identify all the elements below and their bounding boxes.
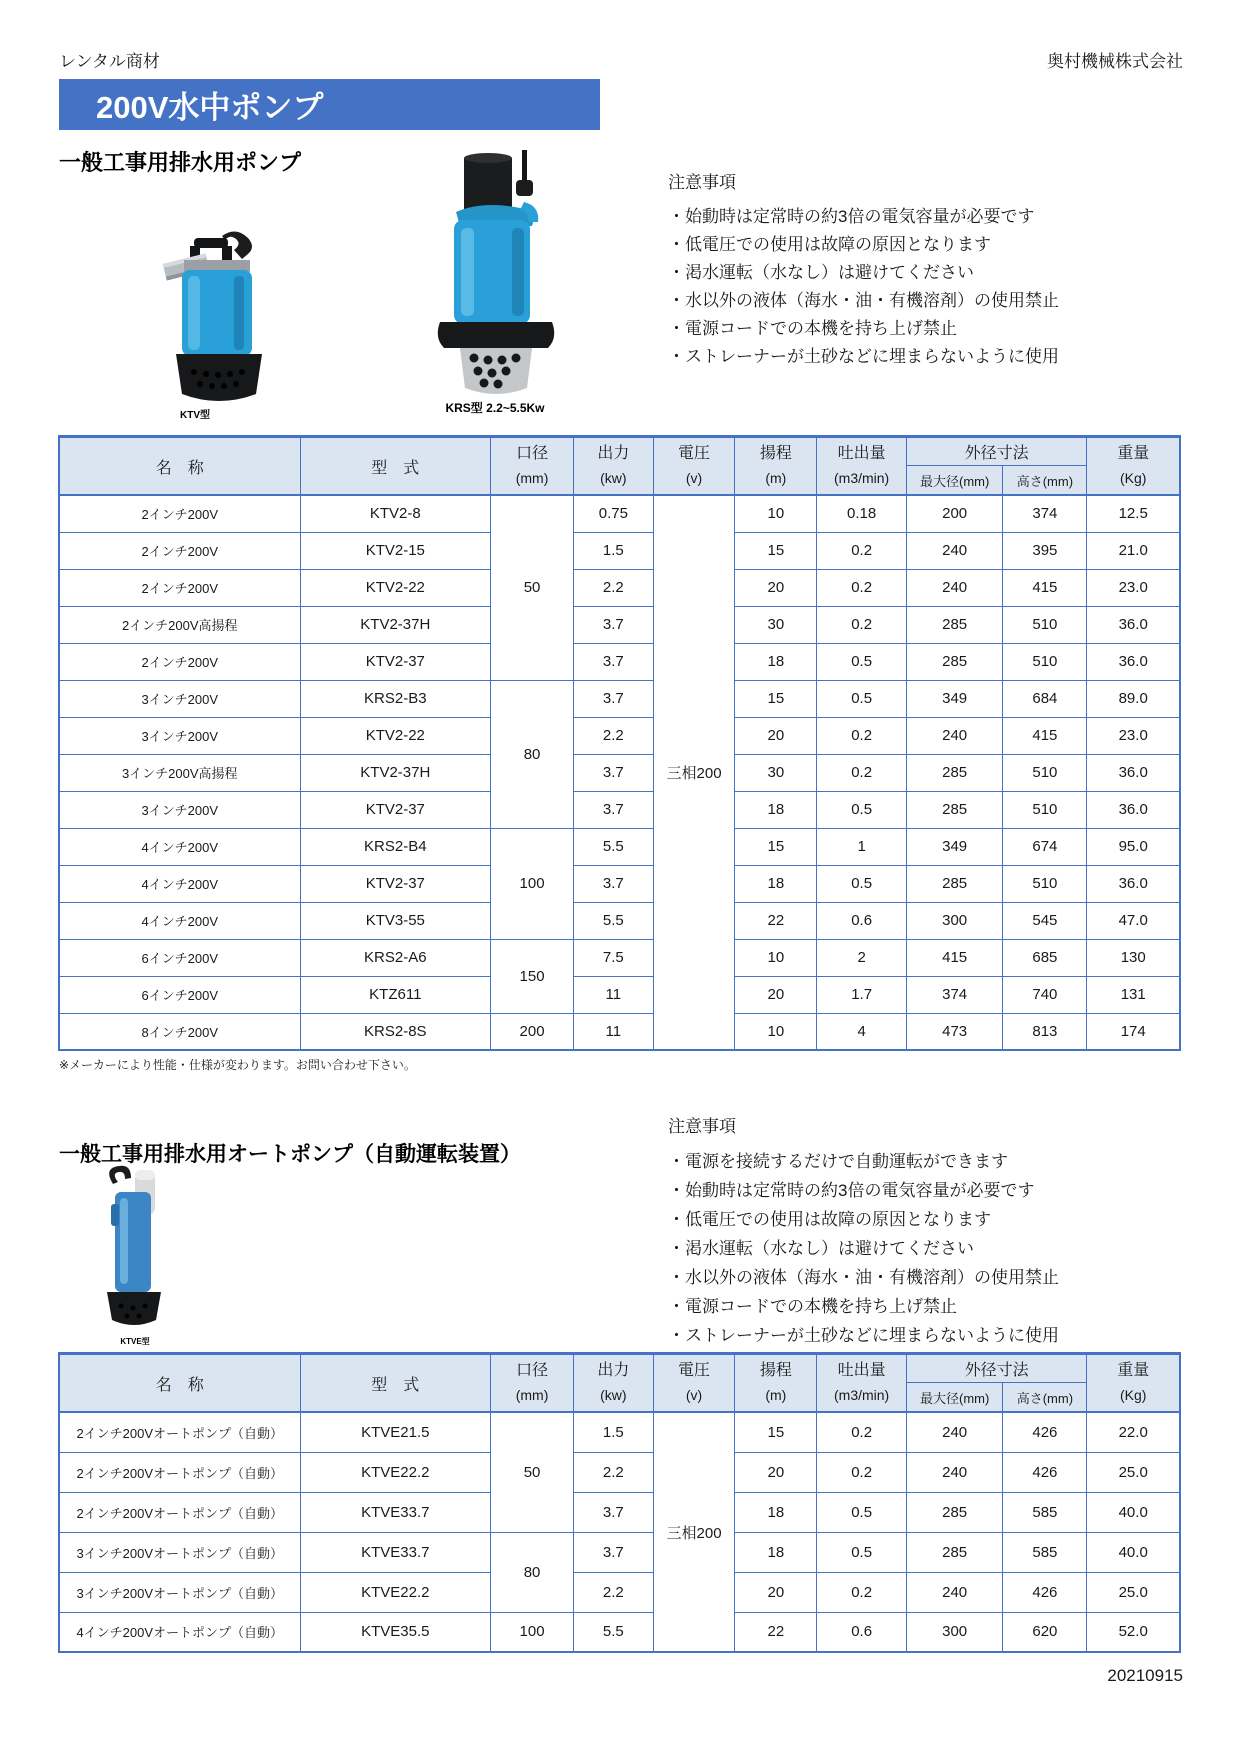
table-cell: 10 (735, 1013, 817, 1050)
table-row (59, 532, 1180, 569)
table-cell: 300 (906, 902, 1002, 939)
table-cell: 36.0 (1087, 606, 1180, 643)
table-cell: 0.5 (817, 643, 907, 680)
table-cell: 52.0 (1087, 1612, 1180, 1652)
note-item: ・水以外の液体（海水・油・有機溶剤）の使用禁止 (668, 291, 1059, 310)
table-cell: 1.7 (817, 976, 907, 1013)
table-cell: 0.75 (574, 495, 654, 532)
note-item: ・始動時は定常時の約3倍の電気容量が必要です (668, 207, 1035, 226)
table-cell: 240 (906, 717, 1002, 754)
table-cell: 685 (1003, 939, 1087, 976)
note-item: ・電源を接続するだけで自動運転ができます (668, 1152, 1008, 1171)
column-header: 電圧 (v) (653, 437, 735, 496)
table-cell: 300 (906, 1612, 1002, 1652)
table-cell: 2 (817, 939, 907, 976)
pump-image-ktve (95, 1164, 175, 1339)
table-cell: 3インチ200V (59, 680, 300, 717)
table-cell: 240 (906, 569, 1002, 606)
table-row (59, 828, 1180, 865)
table-cell: 11 (574, 976, 654, 1013)
table-cell: KTV2-37 (300, 865, 491, 902)
column-header: 型 式 (300, 437, 491, 496)
table-cell: 4インチ200Vオートポンプ（自動） (59, 1612, 300, 1652)
table-cell: 285 (906, 606, 1002, 643)
table-cell: 0.2 (817, 717, 907, 754)
table-cell: KTV2-37H (300, 606, 491, 643)
column-header: 出力 (kw) (574, 437, 654, 496)
column-subheader: 高さ(mm) (1003, 1383, 1087, 1412)
table-cell: 240 (906, 532, 1002, 569)
note-item: ・渇水運転（水なし）は避けてください (668, 263, 974, 282)
table-cell: 50 (491, 1412, 574, 1532)
table-row (59, 939, 1180, 976)
spec-table-auto-pumps (58, 1352, 1181, 1653)
table-cell: 20 (735, 976, 817, 1013)
column-header: 名 称 (59, 1354, 300, 1413)
table-cell: 18 (735, 1492, 817, 1532)
notes2-list (668, 1147, 1188, 1350)
table-cell: 510 (1003, 643, 1087, 680)
table-cell: 12.5 (1087, 495, 1180, 532)
table-cell: 620 (1003, 1612, 1087, 1652)
note-item: ・ストレーナーが土砂などに埋まらないように使用 (668, 1326, 1059, 1345)
table-row (59, 1492, 1180, 1532)
table-cell: 374 (1003, 495, 1087, 532)
table-row (59, 1612, 1180, 1652)
table-cell: 25.0 (1087, 1452, 1180, 1492)
table-cell: 80 (491, 680, 574, 828)
pump-caption-ktve: KTVE型 (120, 1337, 150, 1346)
column-header: 揚程 (m) (735, 1354, 817, 1413)
table-cell: 0.2 (817, 1452, 907, 1492)
table-cell: 36.0 (1087, 791, 1180, 828)
section1-heading: 一般工事用排水用ポンプ (59, 150, 302, 175)
table-cell: KTVE22.2 (300, 1572, 491, 1612)
table-cell: 2インチ200Vオートポンプ（自動） (59, 1452, 300, 1492)
header-left-label: レンタル商材 (59, 52, 160, 71)
table-cell: 20 (735, 1452, 817, 1492)
table-cell: 0.5 (817, 1532, 907, 1572)
table-cell: 0.5 (817, 680, 907, 717)
table-row (59, 1452, 1180, 1492)
notes1-list (668, 203, 1188, 371)
table-cell: 3インチ200V高揚程 (59, 754, 300, 791)
column-subheader: 最大径(mm) (906, 1383, 1002, 1412)
table-cell: 47.0 (1087, 902, 1180, 939)
table-cell: 240 (906, 1412, 1002, 1452)
note-item: ・電源コードでの本機を持ち上げ禁止 (668, 1297, 957, 1316)
table-cell: KTVE33.7 (300, 1492, 491, 1532)
table-cell: 426 (1003, 1572, 1087, 1612)
table-cell: 25.0 (1087, 1572, 1180, 1612)
table-cell: 3.7 (574, 791, 654, 828)
table-cell: 7.5 (574, 939, 654, 976)
table-cell: 18 (735, 865, 817, 902)
table-cell: 15 (735, 532, 817, 569)
section2-heading: 一般工事用排水用オートポンプ（自動運転装置） (59, 1143, 521, 1166)
column-header: 重量 (Kg) (1087, 437, 1180, 496)
table-cell: 20 (735, 1572, 817, 1612)
table-cell: 415 (1003, 717, 1087, 754)
table-cell: 10 (735, 495, 817, 532)
column-header: 外径寸法 (906, 1354, 1086, 1383)
table-row (59, 754, 1180, 791)
table-row (59, 680, 1180, 717)
table-cell: 3インチ200V (59, 717, 300, 754)
column-header: 名 称 (59, 437, 300, 496)
table-cell: 2インチ200V (59, 569, 300, 606)
table-cell: 374 (906, 976, 1002, 1013)
table-cell: 740 (1003, 976, 1087, 1013)
table-cell: 510 (1003, 791, 1087, 828)
table1-footnote: ※メーカーにより性能・仕様が変わります。お問い合わせ下さい。 (59, 1058, 416, 1072)
notes2-title: 注意事項 (668, 1117, 736, 1136)
table-cell: 6インチ200V (59, 976, 300, 1013)
table-cell: 36.0 (1087, 643, 1180, 680)
column-header: 外径寸法 (906, 437, 1086, 466)
table-row (59, 717, 1180, 754)
table-row (59, 1532, 1180, 1572)
table-cell: 674 (1003, 828, 1087, 865)
table-cell: KTVE22.2 (300, 1452, 491, 1492)
table-cell: KRS2-8S (300, 1013, 491, 1050)
table-row (59, 495, 1180, 532)
table-cell: 18 (735, 791, 817, 828)
table-cell: 2インチ200V (59, 643, 300, 680)
table-cell: 2インチ200Vオートポンプ（自動） (59, 1492, 300, 1532)
table-cell: 285 (906, 1492, 1002, 1532)
page-title-bar (59, 79, 600, 130)
notes-section2 (668, 1112, 1188, 1350)
table-row (59, 643, 1180, 680)
table-cell: 473 (906, 1013, 1002, 1050)
table-cell: 0.2 (817, 754, 907, 791)
table-cell: 22 (735, 902, 817, 939)
column-header: 重量 (Kg) (1087, 1354, 1180, 1413)
table-row (59, 1572, 1180, 1612)
table-cell: 0.6 (817, 1612, 907, 1652)
table-cell: 2.2 (574, 717, 654, 754)
table-cell: 2インチ200Vオートポンプ（自動） (59, 1412, 300, 1452)
table-cell: 585 (1003, 1492, 1087, 1532)
table-cell: 813 (1003, 1013, 1087, 1050)
table-cell: 174 (1087, 1013, 1180, 1050)
notes-section1 (668, 168, 1188, 371)
column-header: 吐出量 (m3/min) (817, 437, 907, 496)
table-cell: 2インチ200V高揚程 (59, 606, 300, 643)
table-cell: 545 (1003, 902, 1087, 939)
table-cell: 510 (1003, 754, 1087, 791)
column-header: 電圧 (v) (653, 1354, 735, 1413)
note-item: ・低電圧での使用は故障の原因となります (668, 235, 991, 254)
column-header: 揚程 (m) (735, 437, 817, 496)
table-cell: 395 (1003, 532, 1087, 569)
table-cell: 3.7 (574, 606, 654, 643)
table-cell: 22.0 (1087, 1412, 1180, 1452)
table-cell: 349 (906, 680, 1002, 717)
table-cell: 15 (735, 680, 817, 717)
table-cell: 18 (735, 1532, 817, 1572)
table-cell: 240 (906, 1452, 1002, 1492)
table-cell: 2.2 (574, 569, 654, 606)
note-item: ・ストレーナーが土砂などに埋まらないように使用 (668, 347, 1059, 366)
table-cell: 3.7 (574, 643, 654, 680)
table-cell: 2.2 (574, 1572, 654, 1612)
table-cell: 8インチ200V (59, 1013, 300, 1050)
table-cell: 3インチ200Vオートポンプ（自動） (59, 1572, 300, 1612)
table-cell: KRS2-A6 (300, 939, 491, 976)
table-cell: KTV2-37H (300, 754, 491, 791)
table-cell: 20 (735, 569, 817, 606)
table-cell: KTV2-22 (300, 717, 491, 754)
column-header: 吐出量 (m3/min) (817, 1354, 907, 1413)
notes1-title: 注意事項 (668, 173, 736, 192)
table-cell: 89.0 (1087, 680, 1180, 717)
table-cell: 30 (735, 606, 817, 643)
table-cell: 0.18 (817, 495, 907, 532)
table-cell: 36.0 (1087, 754, 1180, 791)
table-cell: 200 (491, 1013, 574, 1050)
table-cell: 285 (906, 643, 1002, 680)
table-cell: 2インチ200V (59, 532, 300, 569)
table-cell: 285 (906, 865, 1002, 902)
note-item: ・渇水運転（水なし）は避けてください (668, 1239, 974, 1258)
table-cell: 95.0 (1087, 828, 1180, 865)
spec-table-general-pumps (58, 435, 1181, 1051)
table-cell: 0.5 (817, 865, 907, 902)
table-cell: 510 (1003, 606, 1087, 643)
table-cell: KRS2-B4 (300, 828, 491, 865)
table-cell: KRS2-B3 (300, 680, 491, 717)
table-cell: 三相200 (653, 495, 735, 1050)
table-cell: 4インチ200V (59, 902, 300, 939)
table-cell: KTZ611 (300, 976, 491, 1013)
table-cell: 200 (906, 495, 1002, 532)
table-cell: 3インチ200Vオートポンプ（自動） (59, 1532, 300, 1572)
table-cell: 36.0 (1087, 865, 1180, 902)
table-cell: 5.5 (574, 1612, 654, 1652)
table-cell: 415 (1003, 569, 1087, 606)
table-cell: 21.0 (1087, 532, 1180, 569)
table-cell: KTV2-22 (300, 569, 491, 606)
table-row (59, 606, 1180, 643)
table-row (59, 902, 1180, 939)
note-item: ・水以外の液体（海水・油・有機溶剤）の使用禁止 (668, 1268, 1059, 1287)
table-cell: 4インチ200V (59, 865, 300, 902)
table-cell: 15 (735, 828, 817, 865)
table-cell: 6インチ200V (59, 939, 300, 976)
note-item: ・低電圧での使用は故障の原因となります (668, 1210, 991, 1229)
table-row (59, 791, 1180, 828)
table-cell: 20 (735, 717, 817, 754)
table-cell: 285 (906, 791, 1002, 828)
table-cell: 1.5 (574, 1412, 654, 1452)
table-cell: KTV3-55 (300, 902, 491, 939)
table-row (59, 1412, 1180, 1452)
table-cell: 0.6 (817, 902, 907, 939)
table-cell: 5.5 (574, 828, 654, 865)
table-cell: 50 (491, 495, 574, 680)
table-cell: 3.7 (574, 754, 654, 791)
table-cell: 30 (735, 754, 817, 791)
table-row (59, 976, 1180, 1013)
page-title: 200V水中ポンプ (96, 90, 324, 125)
table-cell: 426 (1003, 1452, 1087, 1492)
table-cell: KTVE33.7 (300, 1532, 491, 1572)
footer-date: 20210915 (1107, 1666, 1183, 1685)
table-cell: 349 (906, 828, 1002, 865)
pump-caption-krs: KRS型 2.2~5.5Kw (445, 401, 545, 415)
table-cell: 0.2 (817, 569, 907, 606)
column-header: 口径 (mm) (491, 1354, 574, 1413)
table-cell: 3.7 (574, 1492, 654, 1532)
table-row (59, 569, 1180, 606)
table-cell: 285 (906, 1532, 1002, 1572)
table-cell: 415 (906, 939, 1002, 976)
note-item: ・始動時は定常時の約3倍の電気容量が必要です (668, 1181, 1035, 1200)
note-item: ・電源コードでの本機を持ち上げ禁止 (668, 319, 957, 338)
table-cell: 18 (735, 643, 817, 680)
table-cell: 0.2 (817, 1412, 907, 1452)
table-cell: 150 (491, 939, 574, 1013)
table-cell: 0.2 (817, 1572, 907, 1612)
table-cell: 2インチ200V (59, 495, 300, 532)
table-cell: 15 (735, 1412, 817, 1452)
column-header: 型 式 (300, 1354, 491, 1413)
table-cell: 100 (491, 828, 574, 939)
table-cell: 1 (817, 828, 907, 865)
table-cell: 3.7 (574, 680, 654, 717)
table-row (59, 1013, 1180, 1050)
table-cell: 510 (1003, 865, 1087, 902)
table-cell: 10 (735, 939, 817, 976)
table-cell: KTV2-15 (300, 532, 491, 569)
table-cell: 0.5 (817, 1492, 907, 1532)
table-cell: 2.2 (574, 1452, 654, 1492)
table-cell: 0.2 (817, 532, 907, 569)
table-cell: 5.5 (574, 902, 654, 939)
table-cell: 4インチ200V (59, 828, 300, 865)
table-cell: KTVE35.5 (300, 1612, 491, 1652)
column-subheader: 最大径(mm) (906, 466, 1002, 495)
table-cell: 40.0 (1087, 1492, 1180, 1532)
table-cell: 11 (574, 1013, 654, 1050)
table-cell: 0.5 (817, 791, 907, 828)
company-name-label: 奥村機械株式会社 (1047, 52, 1183, 71)
pump-image-ktv (160, 222, 278, 409)
table-cell: 100 (491, 1612, 574, 1652)
table-cell: 285 (906, 754, 1002, 791)
pump-image-krs (426, 150, 566, 401)
table-cell: 40.0 (1087, 1532, 1180, 1572)
table-cell: 0.2 (817, 606, 907, 643)
table-cell: 426 (1003, 1412, 1087, 1452)
table-cell: KTV2-37 (300, 643, 491, 680)
column-subheader: 高さ(mm) (1003, 466, 1087, 495)
table-cell: 三相200 (653, 1412, 735, 1652)
table-cell: 22 (735, 1612, 817, 1652)
table-cell: 131 (1087, 976, 1180, 1013)
column-header: 口径 (mm) (491, 437, 574, 496)
table-row (59, 865, 1180, 902)
column-header: 出力 (kw) (574, 1354, 654, 1413)
table-cell: 1.5 (574, 532, 654, 569)
table-cell: 684 (1003, 680, 1087, 717)
pump-caption-ktv: KTV型 (180, 410, 210, 421)
table-cell: KTV2-37 (300, 791, 491, 828)
table-cell: 130 (1087, 939, 1180, 976)
table-cell: KTV2-8 (300, 495, 491, 532)
table-cell: 3.7 (574, 865, 654, 902)
table-cell: 23.0 (1087, 569, 1180, 606)
table-cell: 585 (1003, 1532, 1087, 1572)
table-cell: 3インチ200V (59, 791, 300, 828)
table-cell: 4 (817, 1013, 907, 1050)
table-cell: 80 (491, 1532, 574, 1612)
table-cell: 23.0 (1087, 717, 1180, 754)
table-cell: KTVE21.5 (300, 1412, 491, 1452)
table-cell: 3.7 (574, 1532, 654, 1572)
table-cell: 240 (906, 1572, 1002, 1612)
